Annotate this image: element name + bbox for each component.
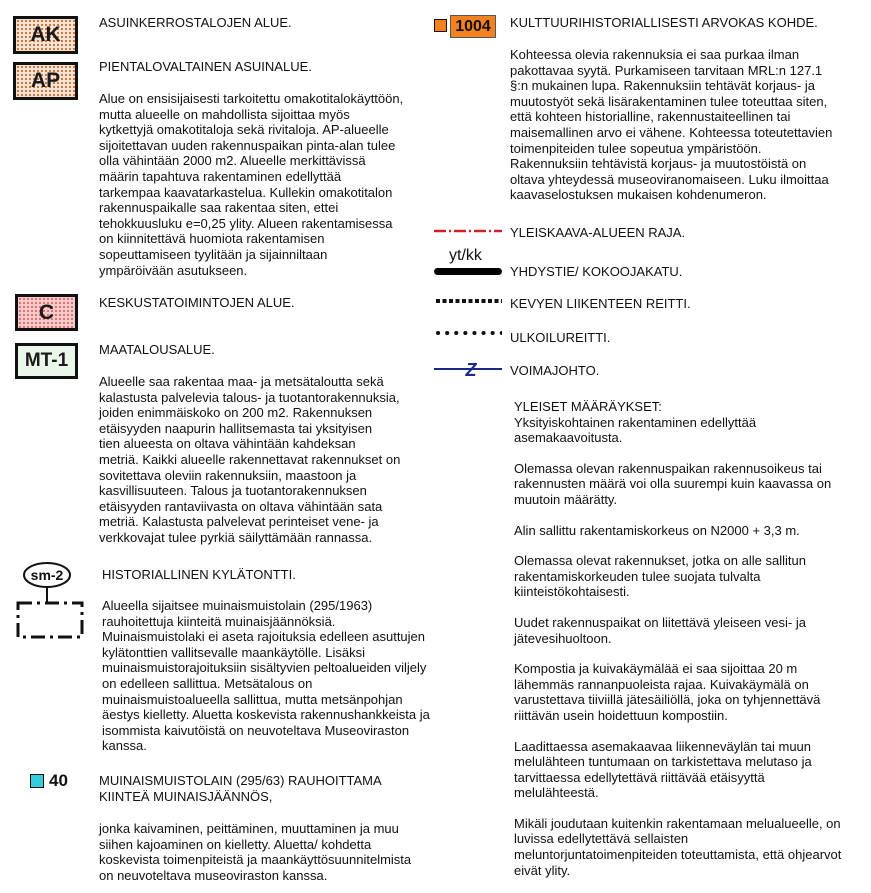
mt1-symbol (15, 343, 78, 379)
mt1-description: Alueelle saa rakentaa maa- ja metsätaloutta sekä kalastusta palvelevia talous- ja tuotantorakennuksia, joiden enimmäiskoko on 200 m2. Rakennuksen etäisyyden naapurin hallitsemasta tai yksityisen tien alueesta on oltava vähintään kahdeksan metriä. Kaikki alueelle rakennettavat rakennukset on sovitettava oleviin rakennuksiin, maastoon ja kasvillisuuteen. Talous ja tuotantorakennuksen etäisyyden rantaviivasta on oltava vähintään sata metriä. Kalastusta palvelevat perinteiset vene- ja verkkovajat tulee pyrkiä säilyttämään rannassa. (99, 374, 401, 545)
general-item: Kompostia ja kuivakäymälää ei saa sijoittaa 20 m lähemmäs rannanpuoleista rajaa. Kuivakäymälä on varustettava tiiviillä jätesäiliöllä, joka on tyhjennettävä riittävän usein hoidettuun kompostiin. (514, 661, 821, 723)
ak-symbol (13, 16, 78, 54)
power-line-symbol (434, 359, 502, 379)
m40-square (30, 774, 44, 788)
sm2-symbol (14, 560, 88, 642)
collector-road-line (434, 268, 502, 275)
outdoor-route-symbol (436, 328, 502, 338)
c-title: KESKUSTATOIMINTOJEN ALUE. (99, 295, 295, 310)
light-traffic-label: KEVYEN LIIKENTEEN REITTI. (510, 296, 691, 311)
general-item: Olemassa olevat rakennukset, jotka on alle sallitun rakentamiskorkeuden tulee suojata tulvalta kiinteistökohtaisesti. (514, 553, 806, 600)
boundary-line-symbol (434, 226, 502, 236)
outdoor-route-label: ULKOILUREITTI. (510, 330, 611, 345)
power-line-label: VOIMAJOHTO. (510, 363, 600, 378)
mt1-code: MT-1 (24, 350, 69, 371)
k1004-description: Kohteessa olevia rakennuksia ei saa purkaa ilman pakottavaa syytä. Purkamiseen tarvitaan MRL:n 127.1 §:n mukainen lupa. Rakennuksiin tehtävät korjaus- ja muutostyöt sekä lisärakentaminen tulee toteuttaa siten, että kohteen historialline, rakennustaiteellinen tai maisemallinen arvo ei vähene. Kohteessa toteutettavien toimenpiteiden tulee sopeutua ympäristöön. Rakennuksiin tehtävistä korjaus- ja muutostöistä on oltava yhteydessä museoviranomaiseen. Luku ilmoittaa kaavaselostuksen mukaisen kohdenumeron. (510, 47, 833, 203)
sm2-code: sm-2 (30, 567, 64, 583)
sm2-description: Alueella sijaitsee muinaismuistolain (295/1963) rauhoitettuja kiinteitä muinaisjäännöksiä. Muinaismuistolaki ei aseta rajoituksia edelleen asuttujen kylätonttien vallitsevalle maankäytölle. Lisäksi muinaismuistorajoituksiin sisältyvien peltoalueiden viljely on edelleen sallittua. Metsätalous on muinaismuistoalueella sallittua, mutta metsänpohjan äestys kielletty. Aluetta koskevista rakennushankkeista ja isommista kaivutöistä on neuvoteltava Museoviraston kanssa. (102, 598, 430, 754)
c-symbol (15, 294, 78, 331)
k1004-label-box (450, 15, 496, 38)
light-traffic-symbol (436, 296, 502, 306)
ap-title: PIENTALOVALTAINEN ASUINALUE. (99, 59, 312, 74)
k1004-title: KULTTUURIHISTORIALLISESTI ARVOKAS KOHDE. (510, 15, 818, 30)
general-regulations (514, 399, 864, 878)
collector-road-label: YHDYSTIE/ KOKOOJAKATU. (510, 264, 683, 279)
general-item: Laadittaessa asemakaavaa liikenneväylän tai muun melulähteen tuntumaan on tarkistettava melutaso ja tarvittaessa edellytettävä riittävää etäisyyttä melulähteestä. (514, 738, 812, 801)
mt1-title: MAATALOUSALUE. (99, 342, 215, 357)
m40-description: jonka kaivaminen, peittäminen, muuttaminen ja muu siihen kajoaminen on kielletty. Aluetta/ kohdetta koskevista toimenpiteistä ja maankäyttösuunnitelmista on neuvoteltava museoviraston kanssa. (99, 821, 412, 883)
m40-title: MUINAISMUISTOLAIN (295/63) RAUHOITTAMA KIINTEÄ MUINAISJÄÄNNÖS, (99, 773, 382, 804)
ap-description: Alue on ensisijaisesti tarkoitettu omakotitalokäyttöön, mutta alueelle on mahdollista sijoittaa myös kytkettyjä omakotitaloja sekä rivitaloja. AP-alueelle sijoitettavan uuden rakennuspaikan pinta-alan tulee olla vähintään 2000 m2. Alueelle merkittävissä määrin tapahtuva rakentaminen edellyttää tarkempaa kaavatarkastelua. Kullekin omakotitalon rakennuspaikalle saa rakentaa siten, ettei tehokkuusluku e=0,25 ylity. Alueen rakentamisessa on kiinnitettävä huomiota rakentamisen sopeuttamiseen tyylitään ja sijainniltaan ympäröivään asutukseen. (99, 91, 404, 278)
general-title: YLEISET MÄÄRÄYKSET: (514, 399, 662, 414)
general-item: Yksityiskohtainen rakentaminen edellyttää asemakaavoitusta. (514, 414, 757, 446)
ak-title: ASUINKERROSTALOJEN ALUE. (99, 15, 292, 30)
general-item: Mikäli joudutaan kuitenkin rakentamaan melualueelle, on luvissa edellytettävä sellaisten meluntorjuntatoimenpiteiden toteuttamista, että ohjearvot eivät ylity. (514, 815, 842, 878)
general-item: Uudet rakennuspaikat on liitettävä yleiseen vesi- ja jätevesihuoltoon. (514, 614, 806, 646)
k1004-code: 1004 (455, 17, 491, 35)
c-code: C (38, 300, 55, 324)
collector-road-tag: yt/kk (449, 247, 482, 264)
sm2-title: HISTORIALLINEN KYLÄTONTTI. (102, 567, 296, 582)
power-line-tag: Z (465, 360, 477, 379)
ak-code: AK (30, 23, 61, 46)
ap-code: AP (30, 69, 61, 92)
general-item: Alin sallittu rakentamiskorkeus on N2000 + 3,3 m. (514, 522, 800, 538)
ap-symbol (13, 62, 78, 100)
boundary-line-label: YLEISKAAVA-ALUEEN RAJA. (510, 225, 686, 240)
m40-code: 40 (49, 771, 68, 790)
k1004-square (434, 19, 447, 32)
general-item: Olemassa olevan rakennuspaikan rakennusoikeus tai rakennusten määrä voi olla suurempi kuin kaavassa on muutoin määrätty. (514, 460, 832, 507)
